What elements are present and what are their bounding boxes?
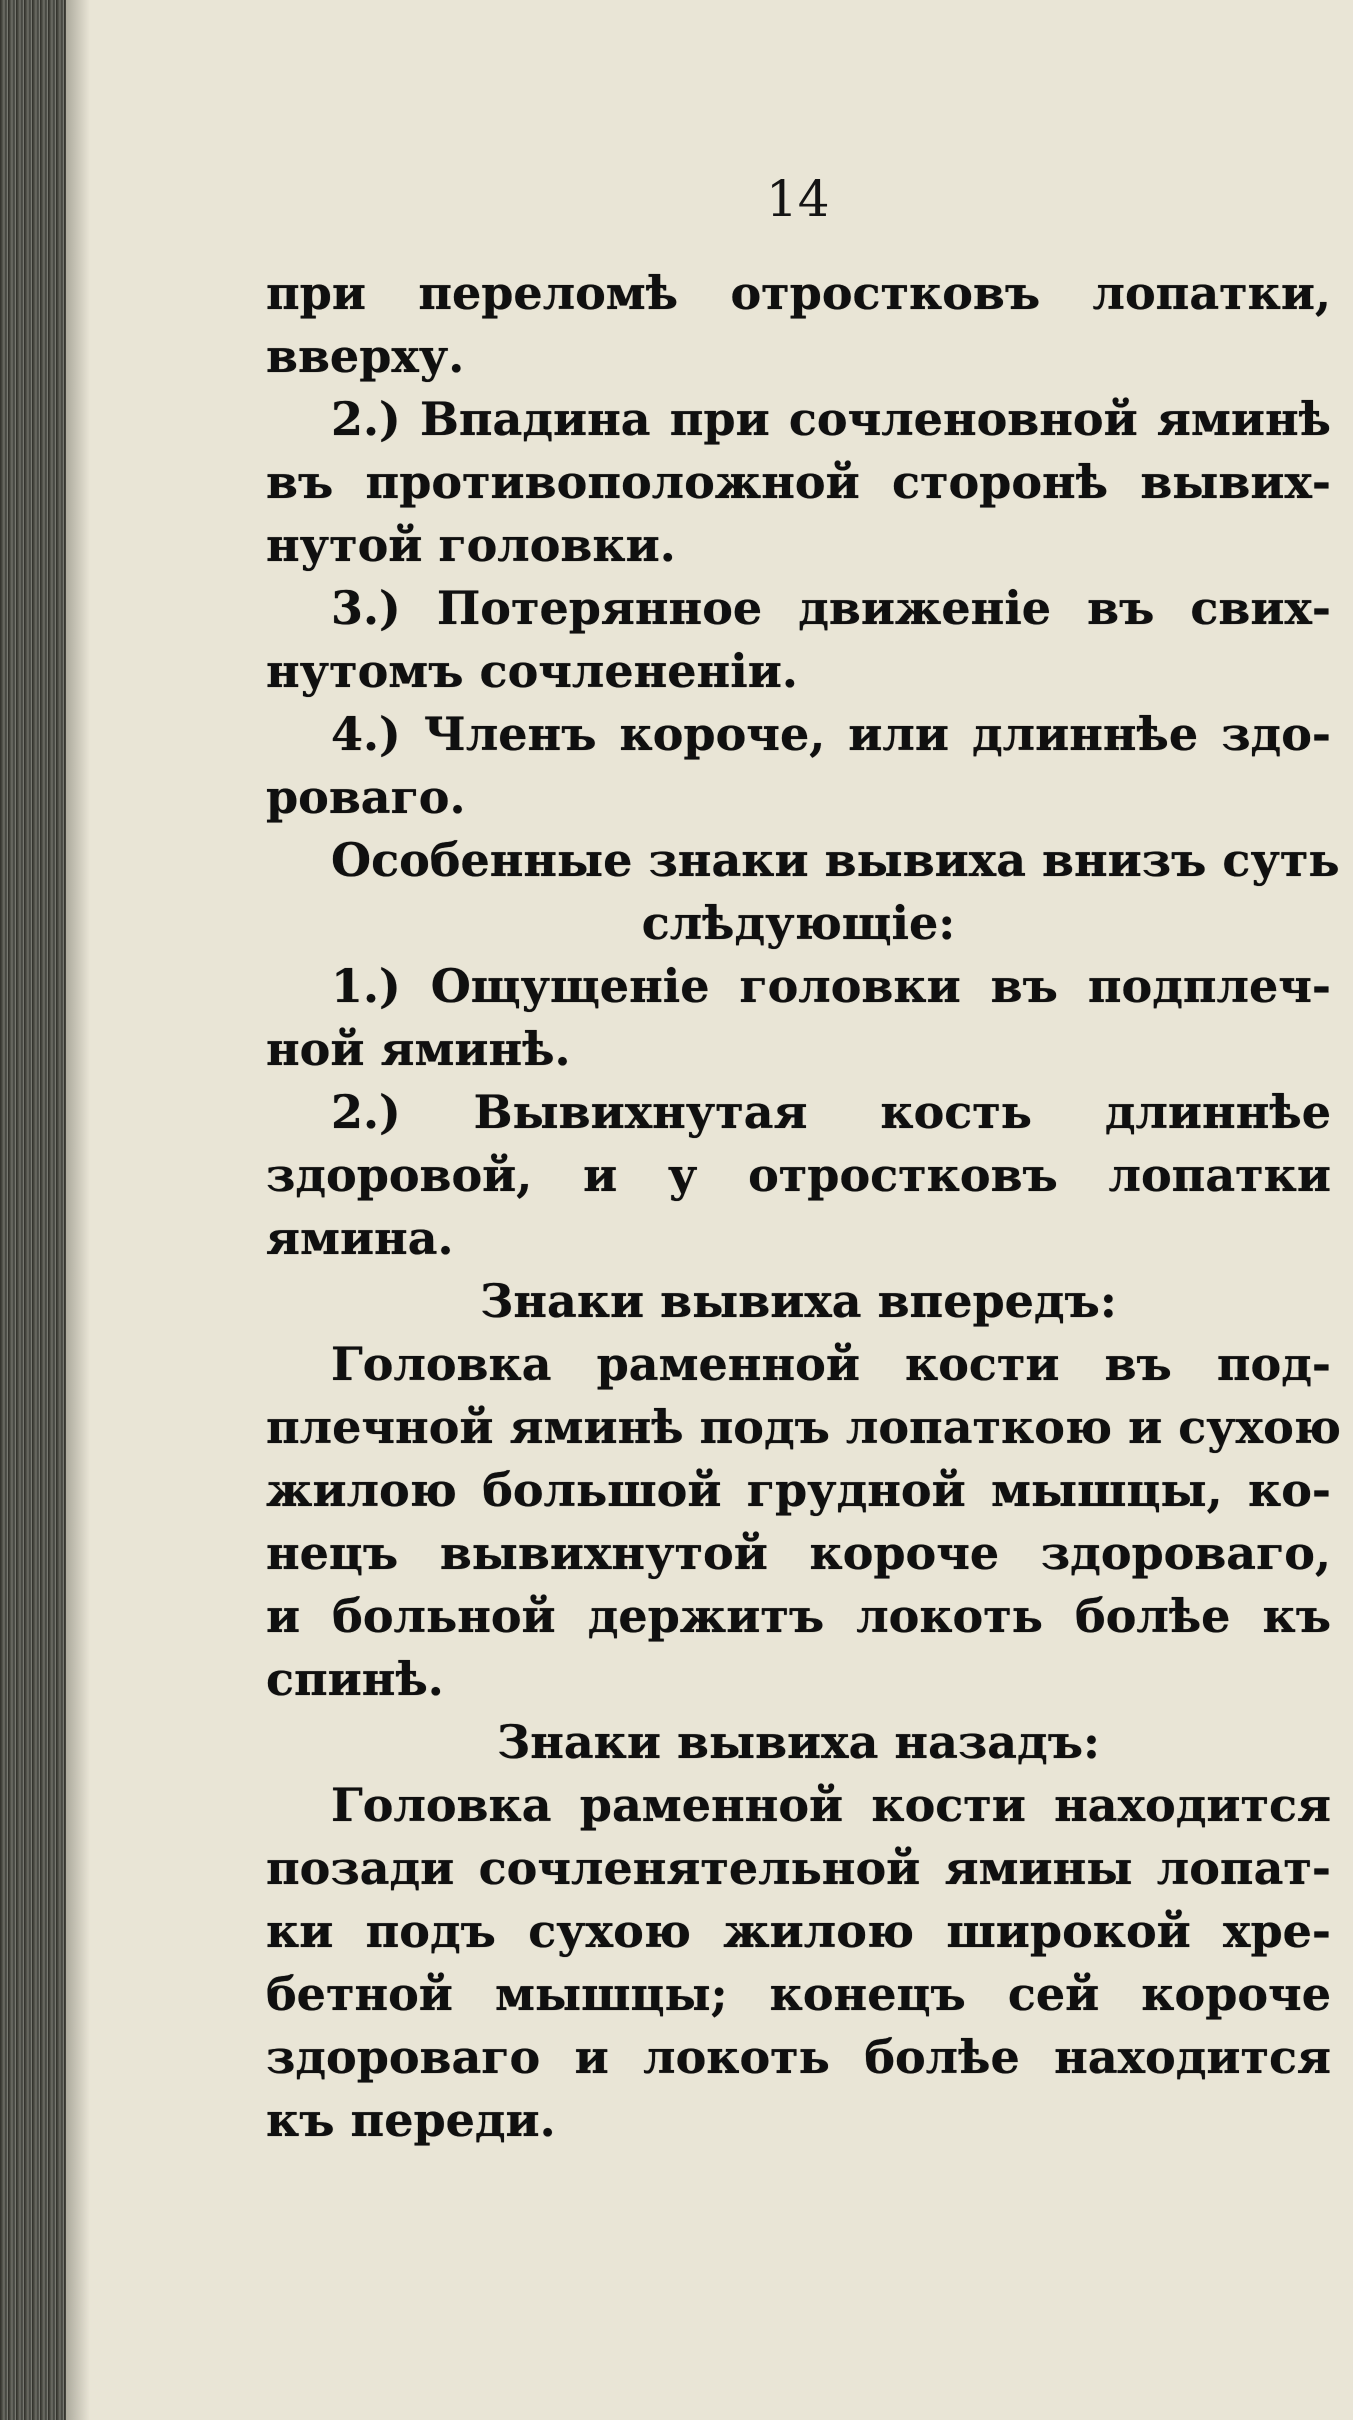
text-line: 1.) Ощущеніе головки въ подплеч- xyxy=(331,959,1331,1013)
text-line: нутой головки. xyxy=(266,518,676,572)
section-heading: Особенные знаки вывиха внизъ суть xyxy=(331,833,1340,887)
text-line: позади сочленятельной ямины лопат- xyxy=(266,1841,1331,1895)
book-page xyxy=(66,0,1353,2420)
text-line: роваго. xyxy=(266,770,466,824)
text-line: жилою большой грудной мышцы, ко- xyxy=(266,1463,1331,1517)
text-line: и больной держитъ локоть болѣе къ xyxy=(266,1589,1331,1643)
text-line: вверху. xyxy=(266,329,465,383)
text-line: къ переди. xyxy=(266,2093,556,2147)
text-line: ной яминѣ. xyxy=(266,1022,571,1076)
text-line: спинѣ. xyxy=(266,1652,444,1706)
text-line: 4.) Членъ короче, или длиннѣе здо- xyxy=(331,707,1331,761)
text-line: въ противоположной сторонѣ вывих- xyxy=(266,455,1331,509)
text-line: здороваго и локоть болѣе находится xyxy=(266,2030,1331,2084)
section-heading: Знаки вывиха назадъ: xyxy=(497,1715,1100,1769)
page-number: 14 xyxy=(766,170,830,228)
page-text xyxy=(266,262,1341,2152)
text-line: плечной яминѣ подъ лопаткою и сухою xyxy=(266,1400,1341,1454)
text-line: нутомъ сочлененіи. xyxy=(266,644,798,698)
text-line: бетной мышцы; конецъ сей короче xyxy=(266,1967,1331,2021)
text-line: Головка раменной кости находится xyxy=(331,1778,1331,1832)
text-line: нецъ вывихнутой короче здороваго, xyxy=(266,1526,1331,1580)
book-page-edges xyxy=(0,0,66,2420)
text-line: ямина. xyxy=(266,1211,454,1265)
text-line: 2.) Впадина при сочленовной яминѣ xyxy=(331,392,1331,446)
section-heading: Знаки вывиха впередъ: xyxy=(480,1274,1117,1328)
section-heading: слѣдующіе: xyxy=(641,896,956,950)
text-line: 2.) Вывихнутая кость длиннѣе xyxy=(331,1085,1331,1139)
text-line: Головка раменной кости въ под- xyxy=(331,1337,1331,1391)
text-line: ки подъ сухою жилою широкой хре- xyxy=(266,1904,1331,1958)
text-line: здоровой, и у отростковъ лопатки xyxy=(266,1148,1331,1202)
text-line: 3.) Потерянное движеніе въ свих- xyxy=(331,581,1331,635)
text-line: при переломѣ отростковъ лопатки, xyxy=(266,266,1331,320)
